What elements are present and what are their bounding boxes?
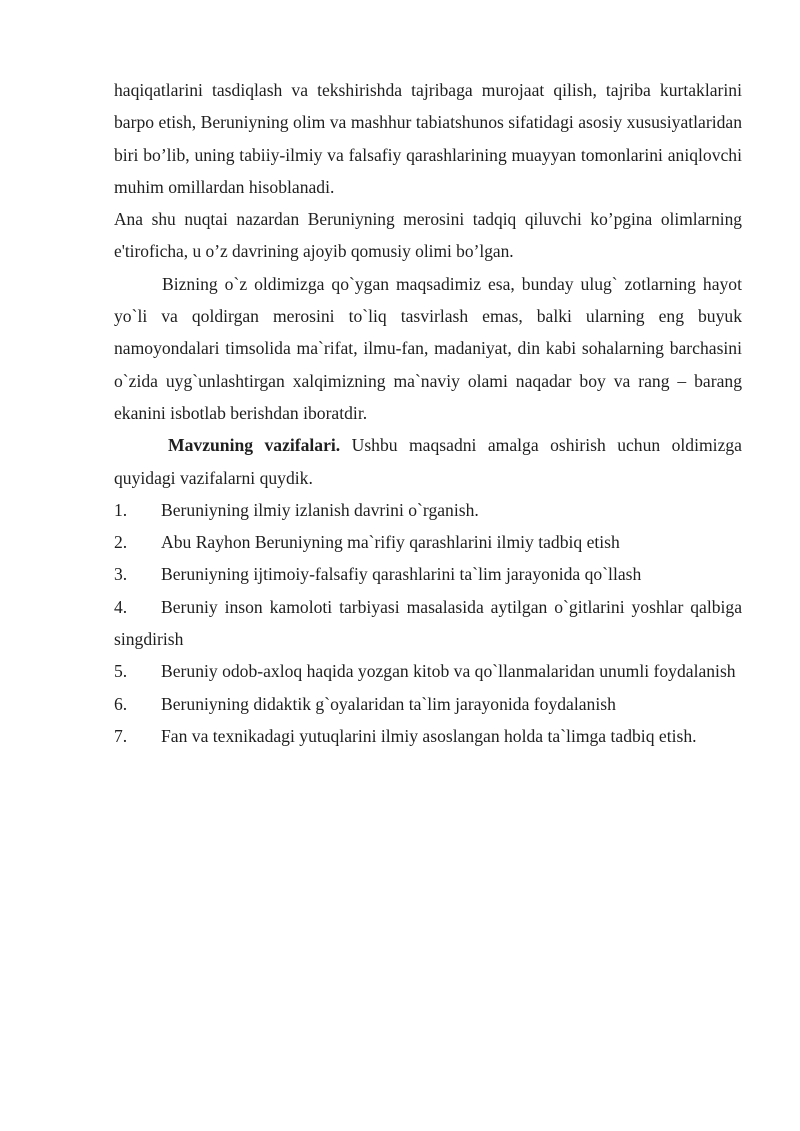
list-item bbox=[114, 688, 742, 720]
list-item bbox=[114, 558, 742, 590]
paragraph-tajriba: haqiqatlarini tasdiqlash va tekshirishda tajribaga murojaat qilish, tajriba kurtaklarini barpo etish, Beruniyning olim va mashhur tabiatshunos sifatidagi asosiy xususiyatlaridan biri bo’lib, uning tabiiy-ilmiy va falsafiy qarashlarining muayyan tomonlarini aniqlovchi muhim omillardan hisoblanadi. bbox=[114, 80, 742, 197]
paragraph-vazifalar bbox=[114, 429, 742, 494]
vazifalar-heading: Mavzuning vazifalari. bbox=[168, 435, 341, 456]
list-item bbox=[114, 494, 742, 526]
paragraph-maqsad: Bizning o`z oldimizga qo`ygan maqsadimiz esa, bunday ulug` zotlarning hayot yo`li va qoldirgan merosini to`liq tasvirlash emas, balki ularning eng buyuk namoyondalari timsolida ma`rifat, ilmu-fan, madaniyat, din kabi sohalarning barchasini o`zida uyg`unlashtirgan xalqimizning ma`naviy olami naqadar boy va rang – barang ekanini isbotlab berishdan iboratdir. bbox=[114, 273, 742, 423]
list-item-number: 7. bbox=[114, 725, 128, 746]
list-item bbox=[114, 526, 742, 558]
list-item bbox=[114, 591, 742, 656]
list-item bbox=[114, 720, 742, 752]
list-item-text: Beruniyning didaktik g`oyalaridan ta`lim jarayonida foydalanish bbox=[161, 693, 616, 714]
vazifalar-intro: Ushbu maqsadni amalga oshirish uchun oldimizga quyidagi vazifalarni quydik. bbox=[114, 435, 742, 488]
document-page bbox=[114, 74, 742, 752]
list-item-text: Abu Rayhon Beruniyning ma`rifiy qarashlarini ilmiy tadbiq etish bbox=[161, 532, 620, 553]
list-item-text: Beruniyning ilmiy izlanish davrini o`rganish. bbox=[161, 499, 479, 520]
list-item-text: Beruniy inson kamoloti tarbiyasi masalasida aytilgan o`gitlarini yoshlar qalbiga singdirish bbox=[114, 596, 742, 650]
list-item-number: 1. bbox=[114, 499, 128, 520]
list-item-text: Fan va texnikadagi yutuqlarini ilmiy asoslangan holda ta`limga tadbiq etish. bbox=[161, 725, 697, 746]
list-item-number: 4. bbox=[114, 596, 128, 617]
paragraph-olimlar: Ana shu nuqtai nazardan Beruniyning merosini tadqiq qiluvchi ko’pgina olimlarning e'tiroficha, u o’z davrining ajoyib qomusiy olimi bo’lgan. bbox=[114, 209, 742, 262]
list-item-number: 2. bbox=[114, 532, 128, 553]
list-item-text: Beruniy odob-axloq haqida yozgan kitob va qo`llanmalaridan unumli foydalanish bbox=[161, 661, 736, 682]
list-item bbox=[114, 655, 742, 687]
tasks-list bbox=[114, 494, 742, 752]
list-item-number: 6. bbox=[114, 693, 128, 714]
list-item-text: Beruniyning ijtimoiy-falsafiy qarashlarini ta`lim jarayonida qo`llash bbox=[161, 564, 642, 585]
list-item-number: 3. bbox=[114, 564, 128, 585]
list-item-number: 5. bbox=[114, 661, 128, 682]
